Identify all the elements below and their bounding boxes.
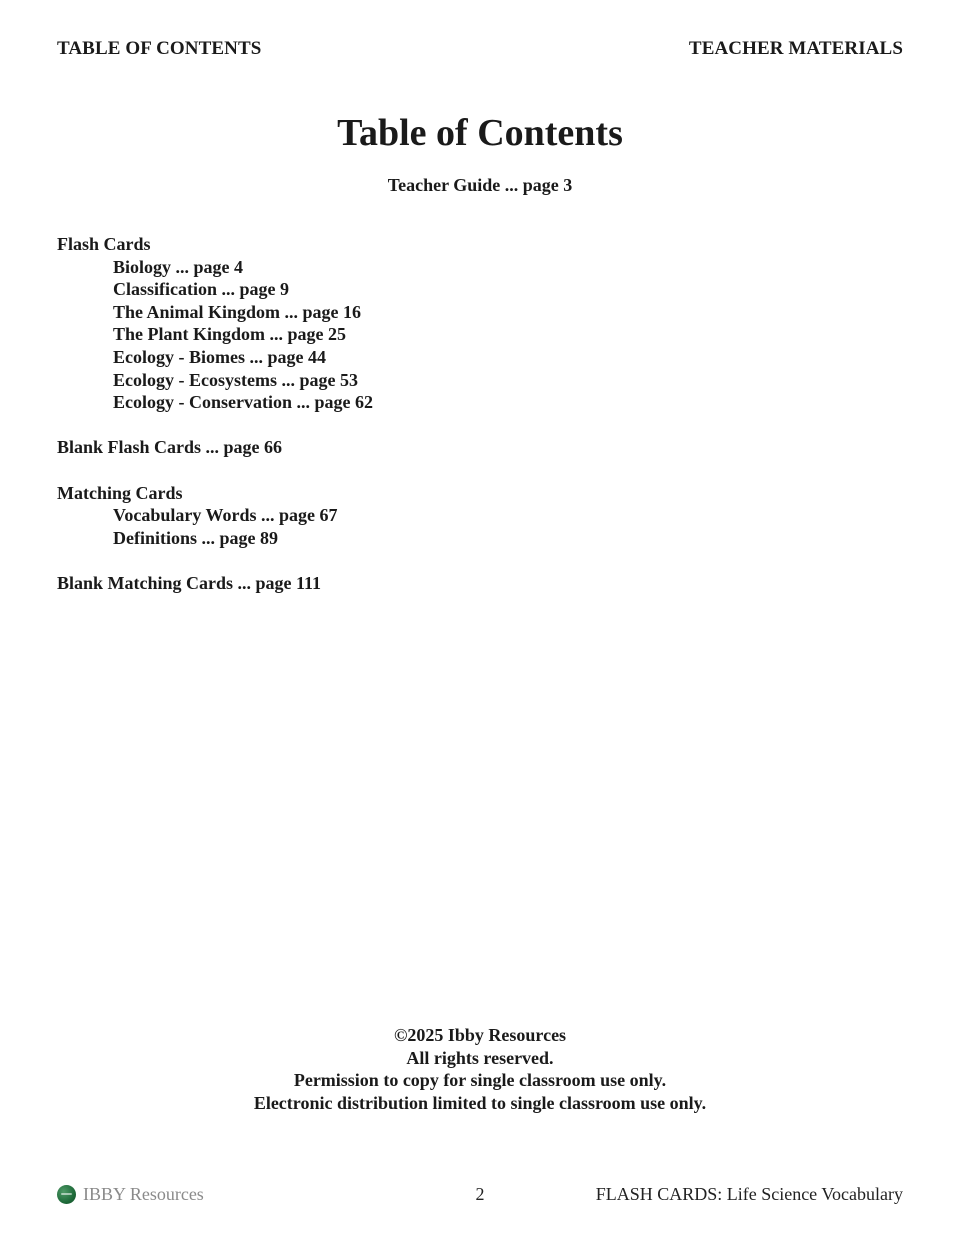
toc-entry-biology[interactable]: Biology ... page 4 bbox=[113, 256, 244, 277]
toc-entry-vocabulary-words[interactable]: Vocabulary Words ... page 67 bbox=[113, 505, 338, 526]
publisher-name: IBBY Resources bbox=[83, 1184, 204, 1204]
page-number: 2 bbox=[475, 1184, 485, 1204]
toc-entry-ecology-biomes[interactable]: Ecology - Biomes ... page 44 bbox=[113, 346, 326, 367]
toc-spacer bbox=[57, 414, 657, 437]
teacher-guide-link[interactable]: Teacher Guide ... page 3 bbox=[387, 175, 573, 195]
toc-entry-classification[interactable]: Classification ... page 9 bbox=[113, 279, 290, 300]
toc-spacer bbox=[57, 549, 657, 572]
table-of-contents bbox=[57, 233, 657, 595]
toc-entry-blank-matching-cards[interactable]: Blank Matching Cards ... page 111 bbox=[57, 572, 322, 593]
running-header bbox=[57, 38, 903, 62]
toc-section-matching-cards[interactable]: Matching Cards bbox=[57, 482, 183, 503]
toc-spacer bbox=[57, 459, 657, 482]
permission-line: Permission to copy for single classroom use only. bbox=[293, 1070, 667, 1091]
product-title: FLASH CARDS: Life Science Vocabulary bbox=[595, 1184, 903, 1204]
toc-entry-blank-flash-cards[interactable]: Blank Flash Cards ... page 66 bbox=[57, 437, 283, 458]
header-section-label: TABLE OF CONTENTS bbox=[57, 38, 262, 59]
header-audience-label: TEACHER MATERIALS bbox=[688, 38, 903, 59]
toc-entry-definitions[interactable]: Definitions ... page 89 bbox=[113, 527, 279, 548]
copyright-notice bbox=[0, 1024, 960, 1114]
distribution-line: Electronic distribution limited to single classroom use only. bbox=[253, 1092, 707, 1113]
rights-line: All rights reserved. bbox=[406, 1047, 554, 1068]
toc-entry-ecology-conservation[interactable]: Ecology - Conservation ... page 62 bbox=[113, 392, 373, 413]
toc-entry-plant-kingdom[interactable]: The Plant Kingdom ... page 25 bbox=[113, 324, 347, 345]
toc-section-flash-cards[interactable]: Flash Cards bbox=[57, 234, 151, 254]
copyright-line: ©2025 Ibby Resources bbox=[393, 1025, 567, 1045]
page-title: Table of Contents bbox=[337, 112, 623, 154]
toc-entry-ecology-ecosystems[interactable]: Ecology - Ecosystems ... page 53 bbox=[113, 369, 358, 390]
toc-entry-animal-kingdom[interactable]: The Animal Kingdom ... page 16 bbox=[113, 301, 362, 322]
page-footer bbox=[57, 1182, 903, 1208]
